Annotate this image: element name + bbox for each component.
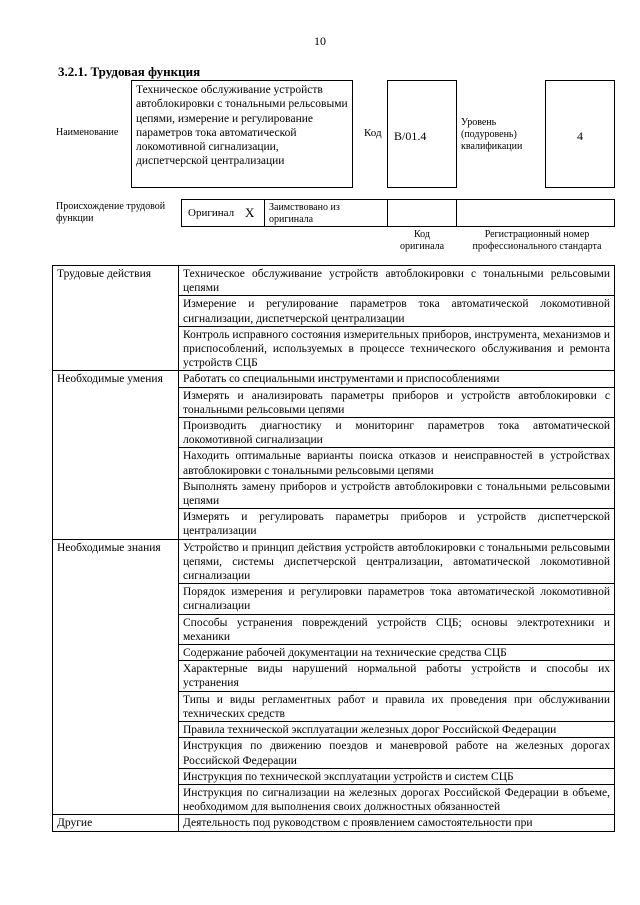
name-label: Наименование (56, 127, 119, 138)
row-text: Выполнять замену приборов и устройств автоблокировки с тональными рельсовыми цепями (179, 478, 615, 508)
original-label: Оригинал (188, 207, 235, 219)
level-box (545, 80, 615, 188)
labor-function-table (52, 265, 615, 832)
code-box (387, 80, 457, 188)
origin-original-cell (181, 199, 265, 227)
origin-borrowed-cell (264, 199, 388, 227)
origin-code-cell (387, 199, 457, 227)
row-text: Находить оптимальные варианты поиска отказов и неисправностей в устройствах автоблокировки с тональными рельсовыми цепями (179, 448, 615, 478)
row-text: Порядок измерения и регулировки параметров тока автоматической локомотивной сигнализации (179, 584, 615, 614)
row-text: Типы и виды регламентных работ и правила их проведения при обслуживании технических средств (179, 691, 615, 721)
reg-caption: Регистрационный номер профессионального стандарта (472, 229, 602, 252)
row-category: Другие (53, 815, 179, 831)
page-number: 10 (314, 34, 326, 48)
code-value: B/01.4 (394, 129, 427, 143)
row-text: Правила технической эксплуатации железных дорог Российской Федерации (179, 722, 615, 738)
row-text: Содержание рабочей документации на технические средства СЦБ (179, 645, 615, 661)
table-row (53, 815, 615, 831)
row-text: Измерение и регулирование параметров тока автоматической локомотивной сигнализации, диспетчерской централизации (179, 296, 615, 326)
row-category: Трудовые действия (53, 266, 179, 371)
function-name-box (131, 80, 353, 188)
row-text: Контроль исправного состояния измерительных приборов, инструмента, механизмов и приспособлений, используемых в процессе технического обслуживания и ремонта устройств СЦБ (179, 326, 615, 371)
function-name: Техническое обслуживание устройств автоблокировки с тональными рельсовыми цепями, измерение и регулирование параметров тока автоматической локомотивной сигнализации, диспетчерской централизации (136, 84, 348, 168)
origin-label: Происхождение трудовой функции (56, 201, 166, 224)
row-text: Измерять и регулировать параметры приборов и устройств диспетчерской централизации (179, 509, 615, 539)
origin-reg-cell (456, 199, 615, 227)
table-row (53, 371, 615, 387)
row-text: Инструкция по технической эксплуатации устройств и систем СЦБ (179, 768, 615, 784)
row-text: Инструкция по сигнализации на железных дорогах Российской Федерации в объеме, необходимом для выполнения своих должностных обязанностей (179, 784, 615, 814)
code-label: Код (364, 127, 382, 139)
row-text: Измерять и анализировать параметры приборов и устройств автоблокировки с тональными рельсовыми цепями (179, 387, 615, 417)
row-text: Характерные виды нарушений нормальной работы устройств и способы их устранения (179, 661, 615, 691)
level-value: 4 (577, 129, 583, 143)
code-caption: Код оригинала (399, 229, 445, 252)
row-category: Необходимые знания (53, 539, 179, 815)
table-row (53, 539, 615, 584)
original-mark: X (245, 205, 255, 220)
row-text: Производить диагностику и мониторинг параметров тока автоматической локомотивной сигнализации (179, 418, 615, 448)
row-category: Необходимые умения (53, 371, 179, 539)
row-text: Работать со специальными инструментами и приспособлениями (179, 371, 615, 387)
borrowed-label: Заимствовано из оригинала (269, 202, 340, 225)
row-text: Деятельность под руководством с проявлением самостоятельности при (179, 815, 615, 831)
row-text: Способы устранения повреждений устройств СЦБ; основы электротехники и механики (179, 614, 615, 644)
table-row (53, 266, 615, 296)
row-text: Инструкция по движению поездов и маневровой работе на железных дорогах Российской Федерации (179, 738, 615, 768)
level-label: Уровень (подуровень) квалификации (461, 117, 523, 152)
row-text: Устройство и принцип действия устройств автоблокировки с тональными рельсовыми цепями, системы диспетчерской централизации, автоматической локомотивной сигнализации (179, 539, 615, 584)
section-title: 3.2.1. Трудовая функция (58, 64, 201, 79)
row-text: Техническое обслуживание устройств автоблокировки с тональными рельсовыми цепями (179, 266, 615, 296)
